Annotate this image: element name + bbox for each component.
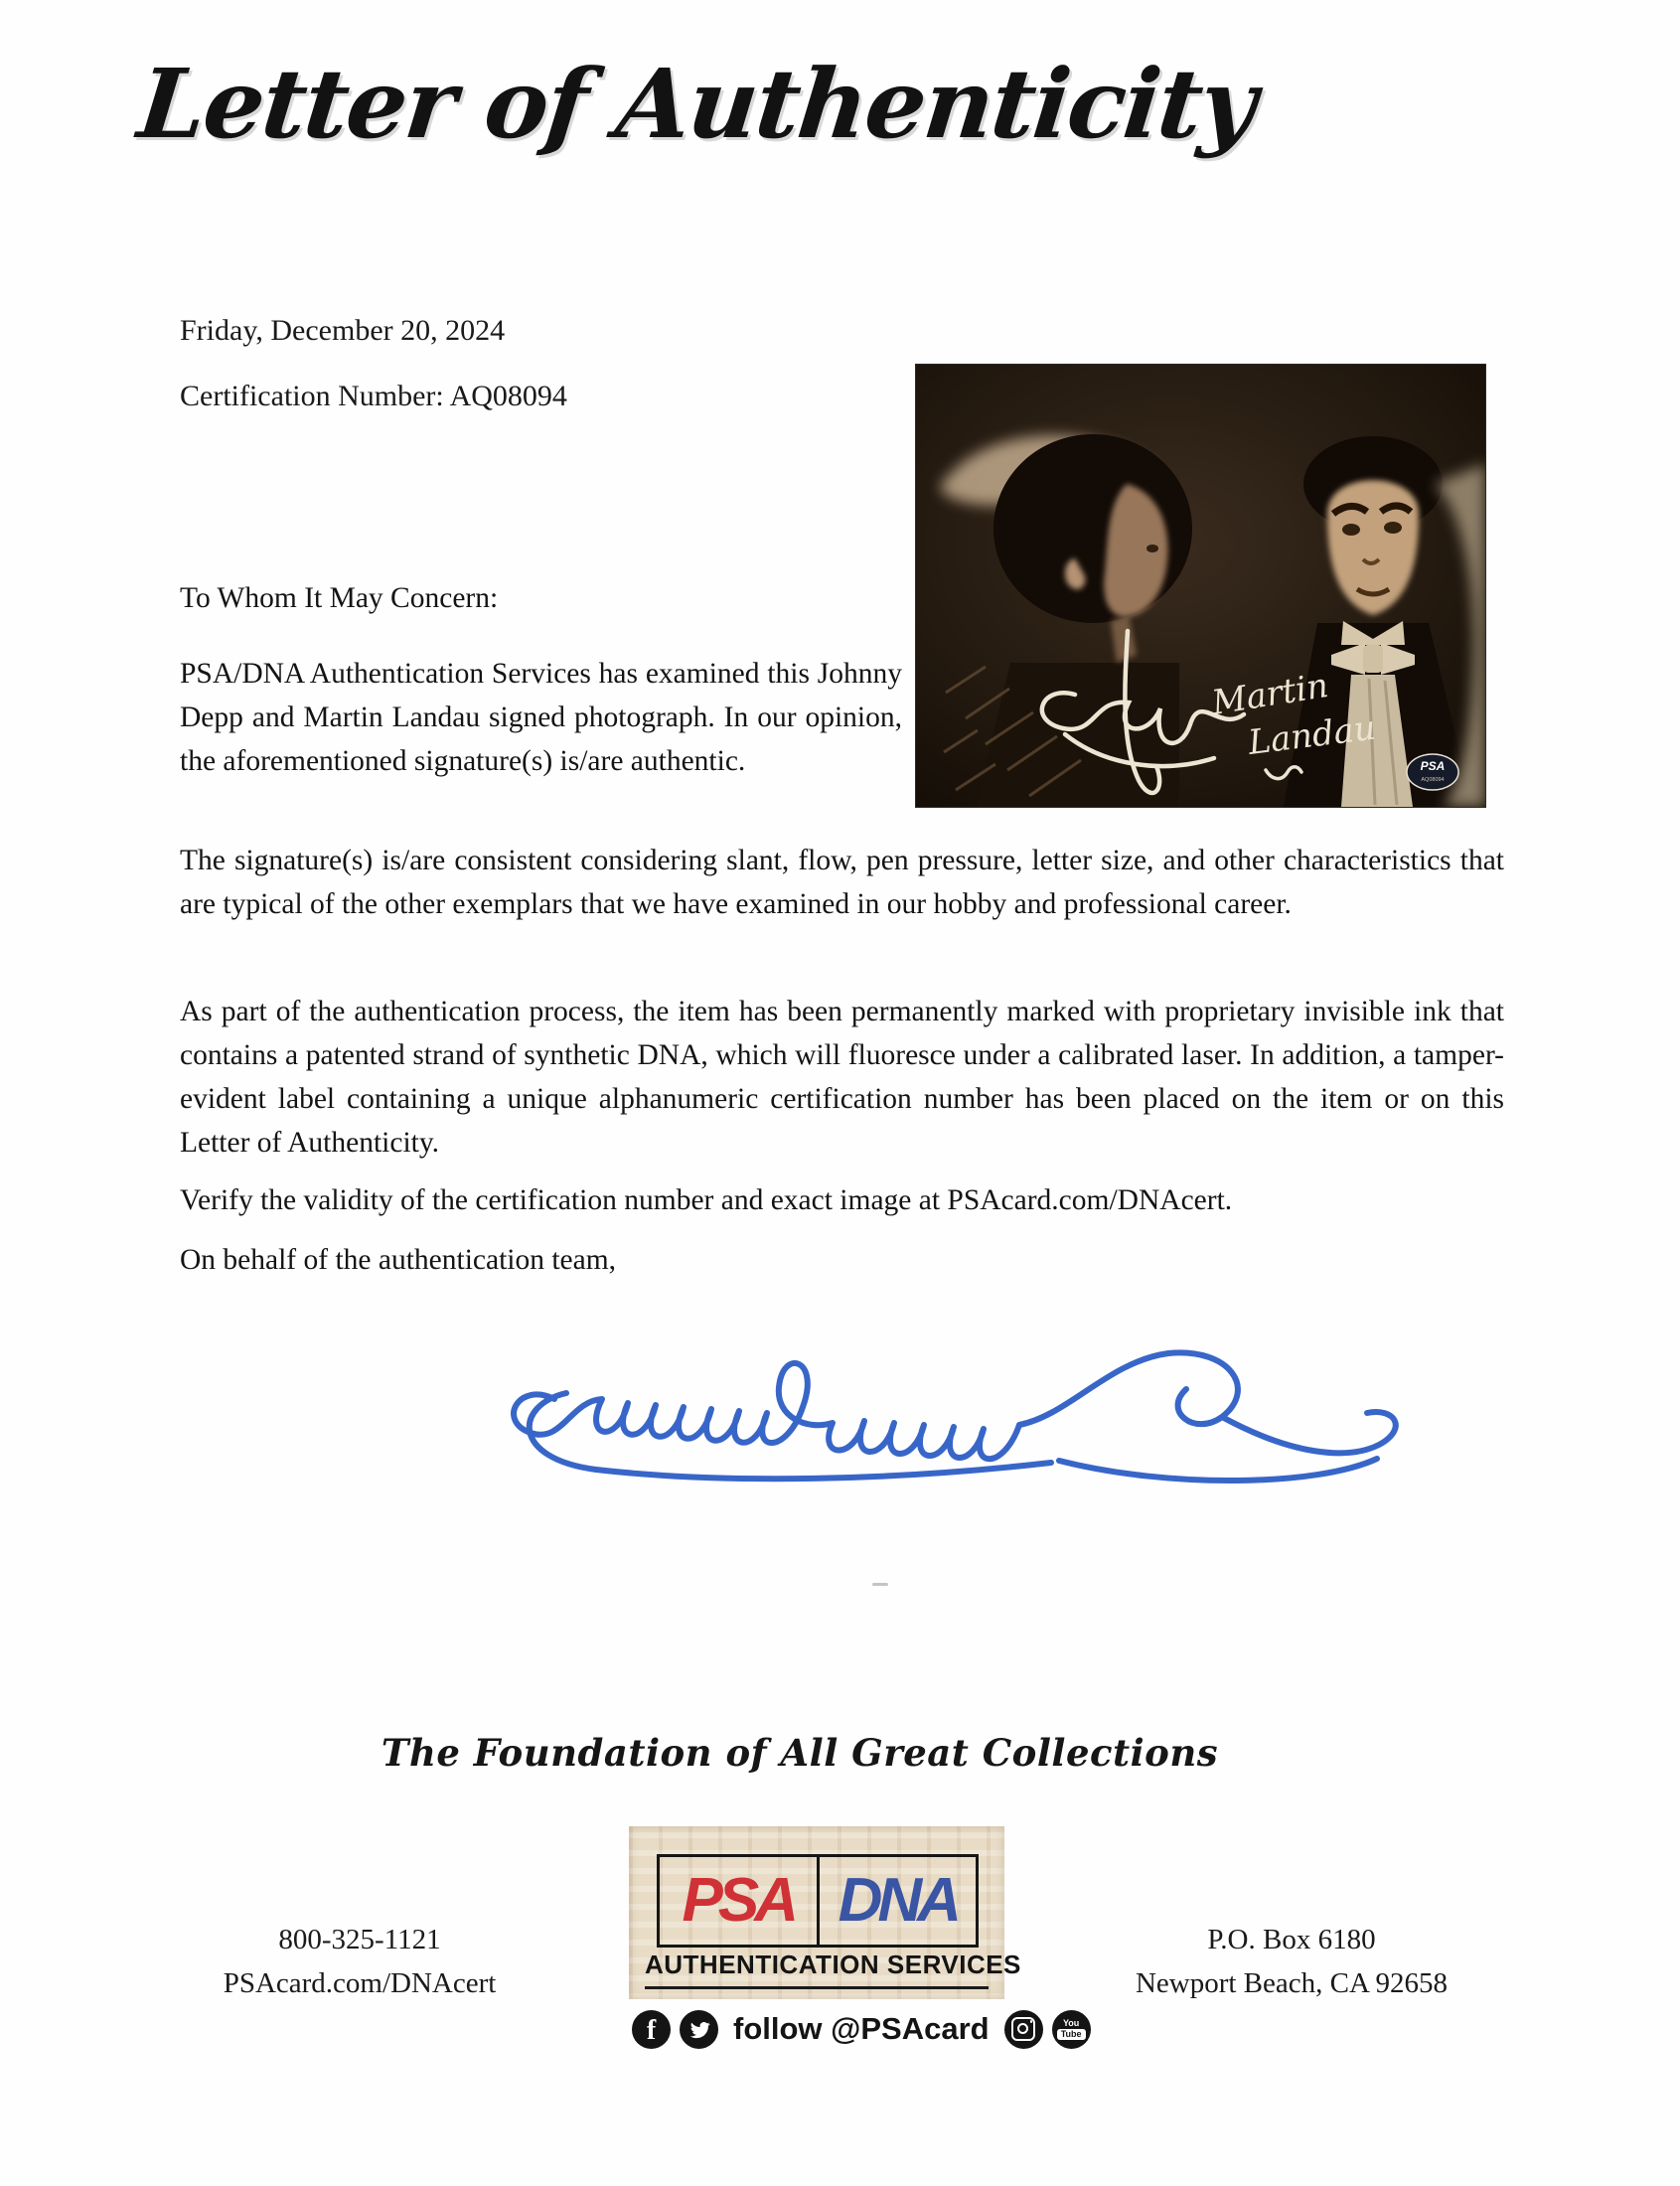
psa-sticker-text: PSA: [1420, 759, 1446, 773]
authenticated-photo: [916, 365, 1485, 807]
psa-logo-text: PSA: [660, 1857, 820, 1945]
twitter-icon: [680, 2010, 718, 2049]
website-url: PSAcard.com/DNAcert: [223, 1967, 497, 1999]
phone-number: 800-325-1121: [278, 1924, 441, 1955]
paragraph-examined: PSA/DNA Authentication Services has examined this Johnny Depp and Martin Landau signed photograph. In our opinion, the aforementioned signature(s) is/are authentic.: [180, 658, 902, 777]
psa-sticker-subtext: AQ08094: [1421, 777, 1445, 783]
authentication-services-text: AUTHENTICATION SERVICES: [645, 1950, 989, 1989]
authenticator-signature: [467, 1304, 1421, 1487]
po-box: P.O. Box 6180: [1207, 1924, 1376, 1955]
dna-logo-text: DNA: [838, 1866, 957, 1935]
paragraph-verify: Verify the validity of the certification number and exact image at PSAcard.com/DNAcert.: [180, 1184, 1233, 1216]
paragraph-on-behalf: On behalf of the authentication team,: [180, 1244, 617, 1276]
psa-dna-logo-box: [657, 1854, 979, 1948]
contact-right-block: [1093, 1918, 1490, 2005]
date-text: Friday, December 20, 2024: [180, 314, 506, 347]
photo-artwork: [916, 365, 1485, 807]
psa-dna-logo-label: [629, 1826, 1021, 1999]
page-title: Letter of Authenticity: [133, 48, 1261, 160]
social-media-row: [632, 2005, 1082, 2053]
footer-tagline: The Foundation of All Great Collections: [381, 1731, 1219, 1775]
psa-sticker: [1407, 754, 1458, 790]
instagram-icon: [1004, 2010, 1043, 2049]
authenticator-signature-art: [467, 1304, 1421, 1487]
youtube-icon: You Tube: [1052, 2010, 1091, 2049]
paragraph-dna-marking: As part of the authentication process, the item has been permanently marked with proprietary invisible ink that contains a patented strand of synthetic DNA, which will fluoresce under a calibrated laser. In addition, a tamper-evident label containing a unique alphanumeric certification number has been placed on the item or on this Letter of Authenticity.: [180, 996, 1504, 1159]
city-state-zip: Newport Beach, CA 92658: [1135, 1967, 1449, 1999]
contact-left-block: [161, 1918, 558, 2005]
certification-number-text: Certification Number: AQ08094: [180, 380, 567, 412]
paragraph-consistency: The signature(s) is/are consistent considering slant, flow, pen pressure, letter size, and other characteristics that are typical of the other exemplars that we have examined in our hobby and professional career.: [180, 845, 1504, 920]
salutation-text: To Whom It May Concern:: [180, 582, 499, 614]
facebook-icon: f: [632, 2010, 671, 2049]
scan-stray-mark: [872, 1583, 888, 1586]
landau-inscription-line1: Martin: [1209, 665, 1331, 723]
social-follow-text: follow @PSAcard: [733, 2011, 990, 2046]
landau-inscription-line2: Landau: [1246, 707, 1378, 763]
